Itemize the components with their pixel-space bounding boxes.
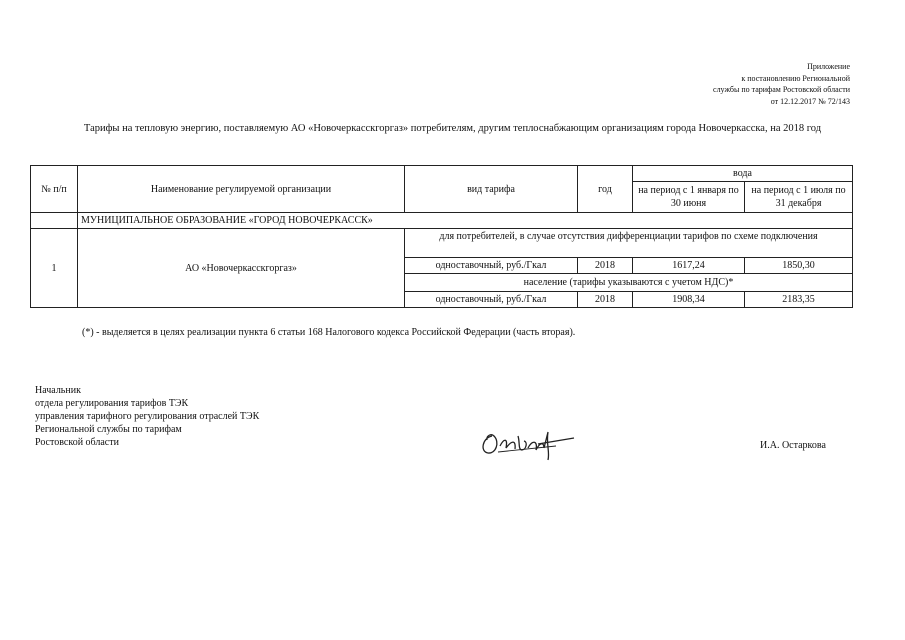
signer-line: Ростовской области (35, 437, 119, 448)
year-cell: 2018 (578, 258, 633, 274)
handwritten-signature (478, 424, 578, 464)
header-water: вода (633, 166, 853, 182)
header-tariff-type: вид тарифа (405, 166, 578, 213)
header-num: № п/п (31, 166, 78, 213)
tariff-table (30, 165, 853, 308)
tariff-type-cell: одноставочный, руб./Гкал (405, 258, 578, 274)
table-header-row (31, 166, 853, 182)
period1-value: 1617,24 (633, 258, 745, 274)
row-number: 1 (31, 229, 78, 308)
period2-value: 2183,35 (745, 292, 853, 308)
signer-line: управления тарифного регулирования отраслей ТЭК (35, 411, 260, 422)
table-row (31, 229, 853, 258)
empty-cell (31, 213, 78, 229)
appendix-line: к постановлению Региональной (741, 73, 850, 83)
footnote: (*) - выделяется в целях реализации пункта 6 статьи 168 Налогового кодекса Российской Федерации (часть вторая). (82, 327, 576, 338)
period1-value: 1908,34 (633, 292, 745, 308)
section-consumers: для потребителей, в случае отсутствия дифференциации тарифов по схеме подключения (405, 229, 853, 258)
year-cell: 2018 (578, 292, 633, 308)
signer-name: И.А. Остаркова (760, 440, 826, 451)
appendix-line: от 12.12.2017 № 72/143 (770, 96, 850, 106)
signer-line: отдела регулирования тарифов ТЭК (35, 398, 189, 409)
header-period2: на период с 1 июля по 31 декабря (745, 182, 853, 213)
table-row (31, 213, 853, 229)
header-period1: на период с 1 января по 30 июня (633, 182, 745, 213)
org-name: АО «Новочеркасскгоргаз» (78, 229, 405, 308)
tariff-type-cell: одноставочный, руб./Гкал (405, 292, 578, 308)
signer-line: Начальник (35, 385, 81, 396)
signer-position (35, 384, 259, 449)
document-title: Тарифы на тепловую энергию, поставляемую АО «Новочеркасскгоргаз» потребителям, другим теплоснабжающим организациям города Новочеркасска, на 2018 год (83, 123, 822, 134)
header-org: Наименование регулируемой организации (78, 166, 405, 213)
appendix-line: службы по тарифам Ростовской области (713, 85, 850, 94)
appendix-line: Приложение (807, 62, 850, 71)
header-year: год (578, 166, 633, 213)
section-population: население (тарифы указываются с учетом НДС)* (405, 274, 853, 292)
period2-value: 1850,30 (745, 258, 853, 274)
region-cell: МУНИЦИПАЛЬНОЕ ОБРАЗОВАНИЕ «ГОРОД НОВОЧЕРКАССК» (78, 213, 853, 229)
appendix-note (713, 61, 850, 107)
signer-line: Региональной службы по тарифам (35, 424, 182, 435)
